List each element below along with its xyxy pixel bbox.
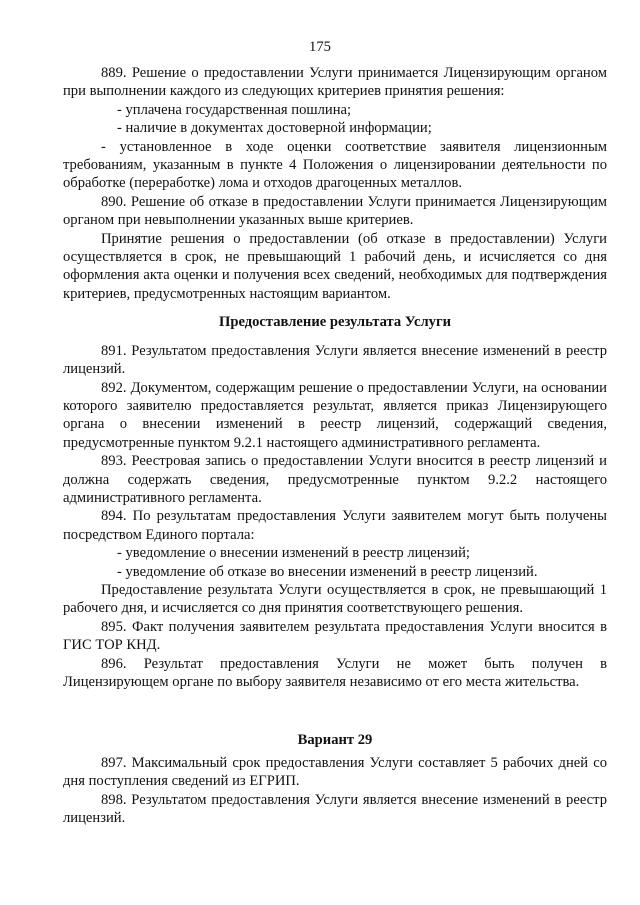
paragraph-898: 898. Результатом предоставления Услуги является внесение изменений в реестр лицензий. <box>63 791 607 827</box>
bullet-item: - наличие в документах достоверной информации; <box>117 120 432 137</box>
document-body <box>63 64 607 827</box>
paragraph-894-term: Предоставление результата Услуги осуществляется в срок, не превышающий 1 рабочего дня, и исчисляется со дня принятия соответствующего решения. <box>63 581 607 617</box>
bullet-item: - уведомление о внесении изменений в реестр лицензий; <box>117 545 470 562</box>
paragraph-890: 890. Решение об отказе в предоставлении Услуги принимается Лицензирующим органом при невыполнении указанных выше критериев. <box>63 193 607 229</box>
paragraph-896: 896. Результат предоставления Услуги не может быть получен в Лицензирующем органе по выбору заявителя независимо от его места жительства. <box>63 655 607 690</box>
paragraph-892: 892. Документом, содержащим решение о предоставлении Услуги, на основании которого заявителю предоставляется результат, является приказ Лицензирующего органа о внесении изменений в реестр лицензий, содержащий сведения, предусмотренные пунктом 9.2.1 настоящего административного регламента. <box>63 379 607 451</box>
bullet-item: - уплачена государственная пошлина; <box>117 101 352 118</box>
paragraph-895: 895. Факт получения заявителем результата предоставления Услуги вносится в ГИС ТОР КНД. <box>63 618 607 654</box>
paragraph-889-criterion: - установленное в ходе оценки соответствие заявителя лицензионным требованиям, указанным в пункте 4 Положения о лицензировании деятельности по обработке (переработке) лома и отходов драгоценных металлов. <box>63 138 607 192</box>
paragraph-894: 894. По результатам предоставления Услуги заявителем могут быть получены посредством Единого портала: <box>63 508 607 543</box>
paragraph-890-term: Принятие решения о предоставлении (об отказе в предоставлении) Услуги осуществляется в срок, не превышающий 1 рабочий день, и исчисляется со дня оформления акта оценки и получения всех сведений, необходимых для подтверждения критериев, предусмотренных настоящим вариантом. <box>63 230 607 302</box>
paragraph-897: 897. Максимальный срок предоставления Услуги составляет 5 рабочих дней со дня поступления сведений из ЕГРИП. <box>63 754 607 790</box>
page-number: 175 <box>309 39 331 55</box>
section-heading-variant: Вариант 29 <box>297 732 373 749</box>
bullet-item: - уведомление об отказе во внесении изменений в реестр лицензий. <box>117 563 538 580</box>
paragraph-893: 893. Реестровая запись о предоставлении Услуги вносится в реестр лицензий и должна содержать сведения, предусмотренные пунктом 9.2.2 настоящего административного регламента. <box>63 453 607 506</box>
paragraph-891: 891. Результатом предоставления Услуги является внесение изменений в реестр лицензий. <box>63 342 607 378</box>
section-heading-result: Предоставление результата Услуги <box>219 314 451 331</box>
paragraph-889: 889. Решение о предоставлении Услуги принимается Лицензирующим органом при выполнении каждого из следующих критериев принятия решения: <box>63 65 607 100</box>
